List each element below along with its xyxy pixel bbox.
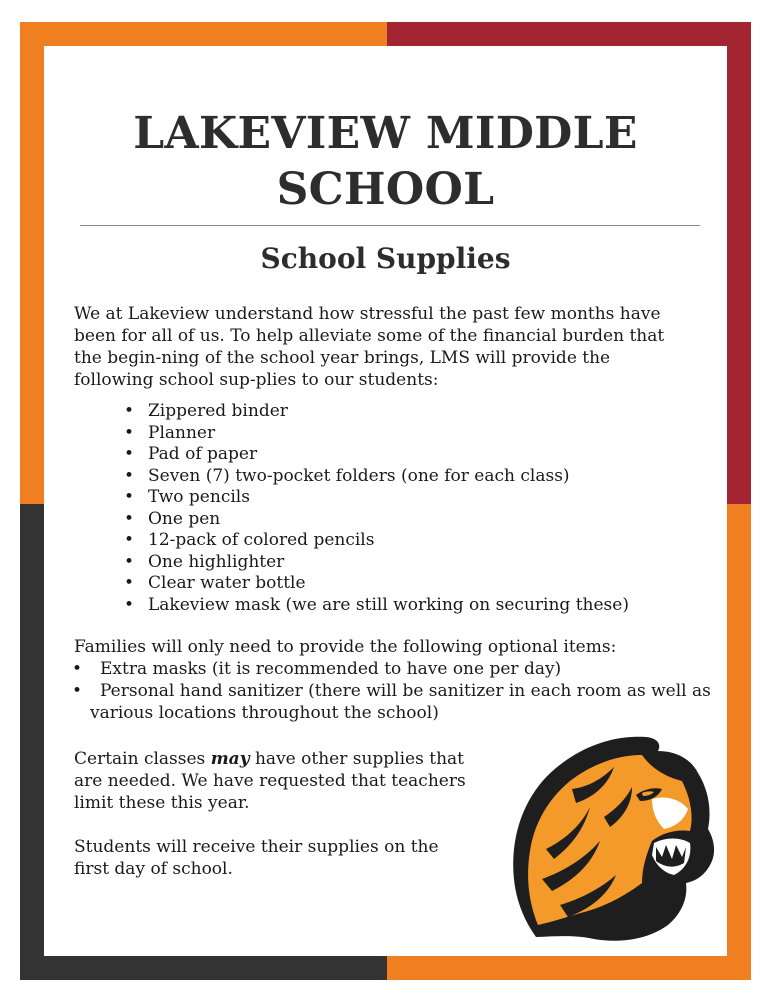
list-item: • Planner — [148, 423, 629, 445]
list-item: • Clear water bottle — [148, 573, 629, 595]
list-item: • One highlighter — [148, 552, 629, 574]
frame-bottom-right — [387, 956, 751, 980]
list-item: • Two pencils — [148, 487, 629, 509]
certain-text-end: have other supplies that are needed. We have requested that teachers limit these this year. — [74, 749, 466, 813]
list-item: • Zippered binder — [148, 401, 629, 423]
list-item: • One pen — [148, 509, 629, 531]
list-item: • 12-pack of colored pencils — [148, 530, 629, 552]
title-line-2: SCHOOL — [276, 164, 495, 215]
frame-right-top — [727, 22, 751, 504]
list-item: • Pad of paper — [148, 444, 629, 466]
page-title — [44, 106, 727, 218]
families-paragraph: Families will only need to provide the following optional items: — [74, 637, 617, 657]
certain-classes-paragraph — [74, 748, 474, 814]
frame-top-right — [387, 22, 751, 46]
flyer-content — [44, 46, 727, 956]
title-divider — [80, 225, 700, 226]
certain-text-start: Certain classes — [74, 749, 211, 769]
intro-paragraph: We at Lakeview understand how stressful the past few months have been for all of us. To help alleviate some of the financial burden that the begin-ning of the school year brings, LMS will provide the following school sup-plies to our students: — [74, 304, 665, 390]
students-paragraph: Students will receive their supplies on the first day of school. — [74, 837, 439, 879]
frame-left-bottom — [20, 504, 44, 980]
list-item: • Seven (7) two-pocket folders (one for each class) — [148, 466, 629, 488]
supplies-list — [148, 401, 629, 616]
list-item: • Extra masks (it is recommended to have one per day) — [74, 658, 714, 680]
emphasis-word: may — [210, 749, 250, 769]
frame-top-left — [20, 22, 387, 46]
title-line-1: LAKEVIEW MIDDLE — [133, 108, 638, 159]
optional-items-list — [74, 658, 714, 724]
frame-bottom-left — [20, 956, 387, 980]
page-subtitle: School Supplies — [260, 242, 511, 275]
tiger-head-icon — [476, 729, 726, 944]
list-item: • Lakeview mask (we are still working on securing these) — [148, 595, 629, 617]
list-item: • Personal hand sanitizer (there will be sanitizer in each room as well as various locations throughout the school) — [74, 680, 714, 724]
frame-left-top — [20, 22, 44, 504]
frame-right-bottom — [727, 504, 751, 980]
